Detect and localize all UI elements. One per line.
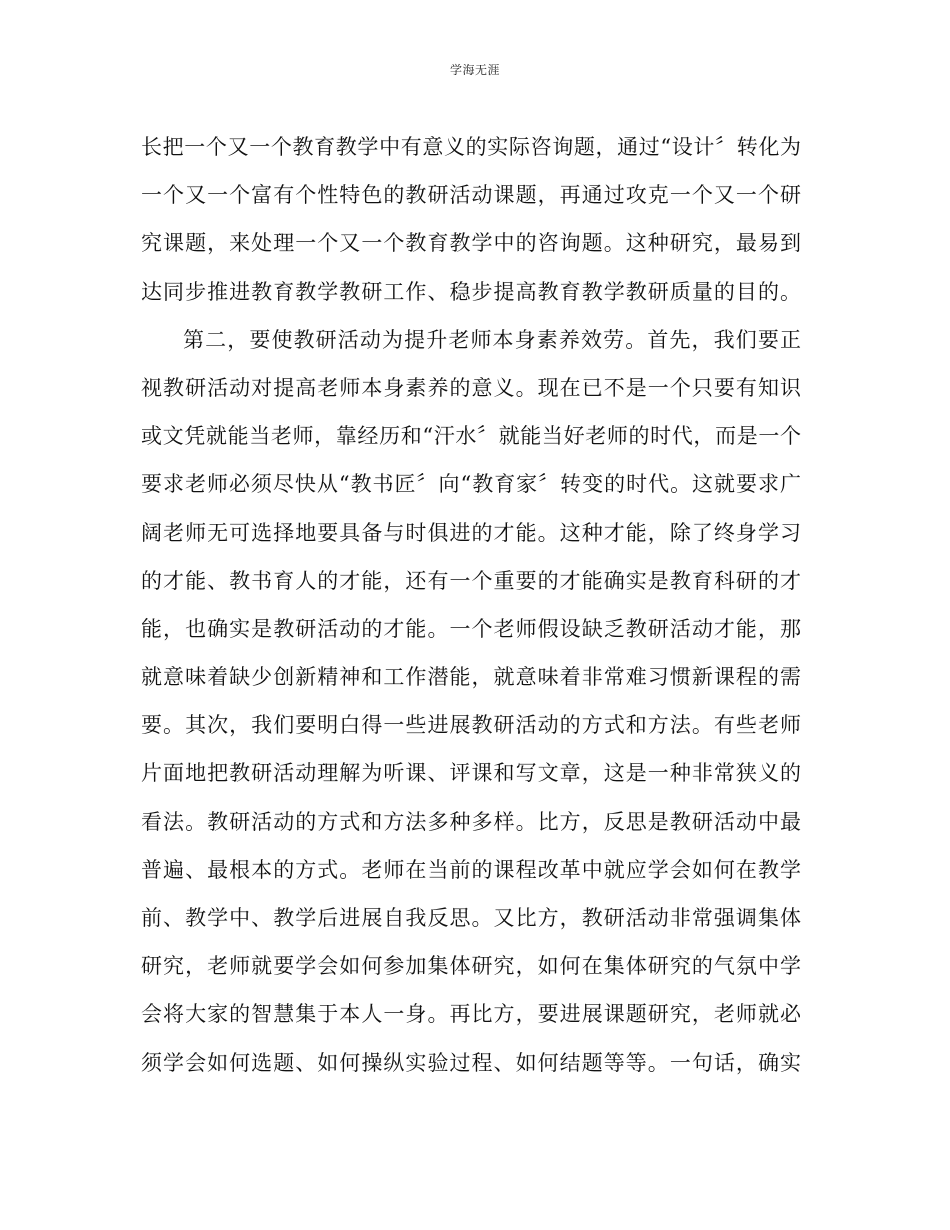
text-line: 究课题，来处理一个又一个教育教学中的咨询题。这种研究，最易到 <box>141 231 801 256</box>
text-line: 或文凭就能当老师，靠经历和“汗水〞就能当好老师的时代，而是一个 <box>141 424 801 449</box>
text-line: 阔老师无可选择地要具备与时俱进的才能。这种才能，除了终身学习 <box>141 520 801 545</box>
text-line: 须学会如何选题、如何操纵实验过程、如何结题等等。一句话，确实 <box>141 1050 801 1075</box>
text-line: 达同步推进教育教学教研工作、稳步提高教育教学教研质量的目的。 <box>141 279 801 304</box>
text-line: 前、教学中、教学后进展自我反思。又比方，教研活动非常强调集体 <box>141 906 801 930</box>
text-line: 要求老师必须尽快从“教书匠〞向“教育家〞转变的时代。这就要求广 <box>141 472 801 497</box>
text-line: 一个又一个富有个性特色的教研活动课题，再通过攻克一个又一个研 <box>141 183 801 208</box>
text-line: 看法。教研活动的方式和方法多种多样。比方，反思是教研活动中最 <box>141 809 801 834</box>
text-line: 能，也确实是教研活动的才能。一个老师假设缺乏教研活动才能，那 <box>141 616 801 641</box>
text-line: 的才能、教书育人的才能，还有一个重要的才能确实是教育科研的才 <box>141 568 801 593</box>
text-line: 普遍、最根本的方式。老师在当前的课程改革中就应学会如何在教学 <box>141 857 801 882</box>
text-line: 长把一个又一个教育教学中有意义的实际咨询题，通过“设计〞转化为 <box>141 135 801 159</box>
page-header: 学海无涯 <box>449 63 500 77</box>
text-line: 会将大家的智慧集于本人一身。再比方，要进展课题研究，老师就必 <box>141 1002 801 1027</box>
text-line: 要。其次，我们要明白得一些进展教研活动的方式和方法。有些老师 <box>141 713 801 738</box>
body-text <box>141 123 801 1087</box>
text-line: 就意味着缺少创新精神和工作潜能，就意味着非常难习惯新课程的需 <box>141 665 801 690</box>
text-line: 视教研活动对提高老师本身素养的意义。现在已不是一个只要有知识 <box>141 375 801 400</box>
text-line: 片面地把教研活动理解为听课、评课和写文章，这是一种非常狭义的 <box>141 761 801 786</box>
text-line: 研究，老师就要学会如何参加集体研究，如何在集体研究的气氛中学 <box>141 954 801 979</box>
paragraph-first-line: 第二，要使教研活动为提升老师本身素养效劳。首先，我们要正 <box>183 327 801 352</box>
